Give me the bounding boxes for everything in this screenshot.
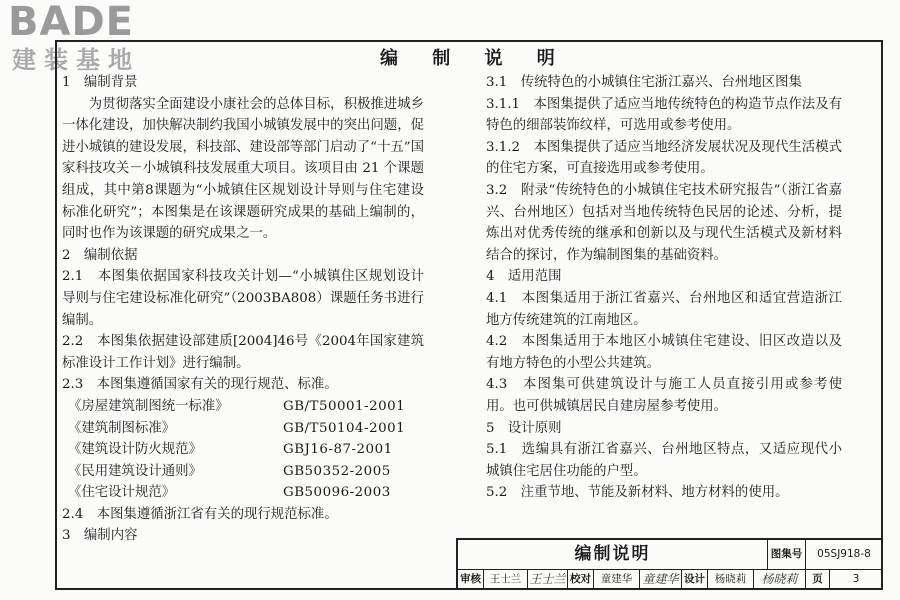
section-2-heading: 2 编制依据 bbox=[62, 247, 138, 263]
clause-3-1-2: 3.1.2 本图集提供了适应当地经济发展状况及现代生活模式的住宅方案，可直接选用或参考使用。 bbox=[486, 139, 842, 177]
atlas-no: 05SJ918-8 bbox=[806, 540, 883, 570]
logo-subtitle: 建装基地 bbox=[12, 46, 140, 74]
standard-name: 《房屋建筑制图统一标准》 bbox=[68, 398, 229, 414]
designer-name: 杨晓莉 bbox=[708, 570, 754, 590]
standard-name: 《住宅设计规范》 bbox=[68, 485, 176, 501]
standard-code: GB50352-2005 bbox=[283, 463, 391, 479]
clause-2-2: 2.2 本图集依据建设部建质[2004]46号《2004年国家建筑标准设计工作计划》进行编制。 bbox=[62, 334, 424, 371]
clause-3-2: 3.2 附录“传统特色的小城镇住宅技术研究报告”（浙江省嘉兴、台州地区）包括对当地传统特色民居的论述、分析，提炼出对优秀传统的继承和创新以及与现代生活模式及新材料结合的探讨，作为编制图集的基础资料。 bbox=[486, 182, 842, 263]
right-column bbox=[486, 72, 842, 504]
standard-name: 《建筑制图标准》 bbox=[68, 420, 176, 436]
section-5-heading: 5 设计原则 bbox=[486, 420, 562, 436]
standard-code: GB50096-2003 bbox=[283, 485, 391, 501]
page-title: 编 制 说 明 bbox=[380, 48, 569, 69]
logo-brand: BADE bbox=[8, 0, 134, 45]
clause-2-3: 2.3 本图集遵循国家有关的现行规范、标准。 bbox=[62, 377, 338, 393]
standard-row bbox=[62, 461, 424, 483]
section-4-heading: 4 适用范围 bbox=[486, 269, 562, 285]
standard-row bbox=[62, 439, 424, 461]
page-number: 3 bbox=[830, 570, 883, 590]
section-1-heading: 1 编制背景 bbox=[62, 75, 138, 90]
reviewer-signature: 王士兰 bbox=[528, 570, 568, 590]
review-label: 审核 bbox=[458, 570, 484, 590]
clause-2-4: 2.4 本图集遵循浙江省有关的现行规范标准。 bbox=[62, 506, 338, 522]
section-3-heading: 3 编制内容 bbox=[62, 528, 138, 544]
left-column bbox=[62, 72, 424, 547]
clause-4-3: 4.3 本图集可供建筑设计与施工人员直接引用或参考使用。也可供城镇居民自建房屋参考使用。 bbox=[486, 377, 842, 414]
clause-2-1: 2.1 本图集依据国家科技攻关计划—“小城镇住区规划设计导则与住宅建设标准化研究”（2003BA808）课题任务书进行编制。 bbox=[62, 269, 424, 328]
standard-code: GBJ16-87-2001 bbox=[283, 442, 393, 458]
design-label: 设计 bbox=[682, 570, 708, 590]
clause-5-2: 5.2 注重节地、节能及新材料、地方材料的使用。 bbox=[486, 485, 789, 501]
check-label: 校对 bbox=[568, 570, 594, 590]
reviewer-name: 王士兰 bbox=[484, 570, 528, 590]
standard-name: 《民用建筑设计通则》 bbox=[68, 463, 202, 479]
standard-code: GB/T50104-2001 bbox=[283, 420, 406, 436]
designer-signature: 杨晓莉 bbox=[754, 570, 806, 590]
section-1-body: 为贯彻落实全面建设小康社会的总体目标，积极推进城乡一体化建设，加快解决制约我国小城镇发展中的突出问题，促进小城镇的建设发展，科技部、建设部等部门启动了“十五”国家科技攻关－小城镇科技发展重大项目。该项目由 21 个课题组成，其中第8课题为“小城镇住区规划设计导则与住宅建设标准化研究”；本图集是在该课题研究成果的基础上编制的，同时也作为该课题的研究成果之一。 bbox=[62, 96, 424, 242]
title-block bbox=[456, 538, 883, 590]
standard-row bbox=[62, 396, 424, 418]
standard-row bbox=[62, 482, 424, 504]
clause-4-1: 4.1 本图集适用于浙江省嘉兴、台州地区和适宜营造浙江地方传统建筑的江南地区。 bbox=[486, 290, 842, 328]
checker-name: 童建华 bbox=[594, 570, 640, 590]
checker-signature: 童建华 bbox=[640, 570, 682, 590]
standard-row bbox=[62, 418, 424, 440]
clause-5-1: 5.1 选编具有浙江省嘉兴、台州地区特点，又适应现代小城镇住宅居住功能的户型。 bbox=[486, 442, 842, 479]
drawing-name: 编制说明 bbox=[458, 540, 768, 570]
page-label: 页 bbox=[806, 570, 830, 590]
clause-4-2: 4.2 本图集适用于本地区小城镇住宅建设、旧区改造以及有地方特色的小型公共建筑。 bbox=[486, 334, 842, 371]
standard-code: GB/T50001-2001 bbox=[283, 398, 406, 414]
clause-3-1-1: 3.1.1 本图集提供了适应当地传统特色的构造节点作法及有特色的细部装饰纹样，可选用或参考使用。 bbox=[486, 96, 842, 134]
standard-name: 《建筑设计防火规范》 bbox=[68, 442, 202, 458]
clause-3-1: 3.1 传统特色的小城镇住宅浙江嘉兴、台州地区图集 bbox=[486, 75, 802, 90]
atlas-no-label: 图集号 bbox=[768, 540, 806, 570]
